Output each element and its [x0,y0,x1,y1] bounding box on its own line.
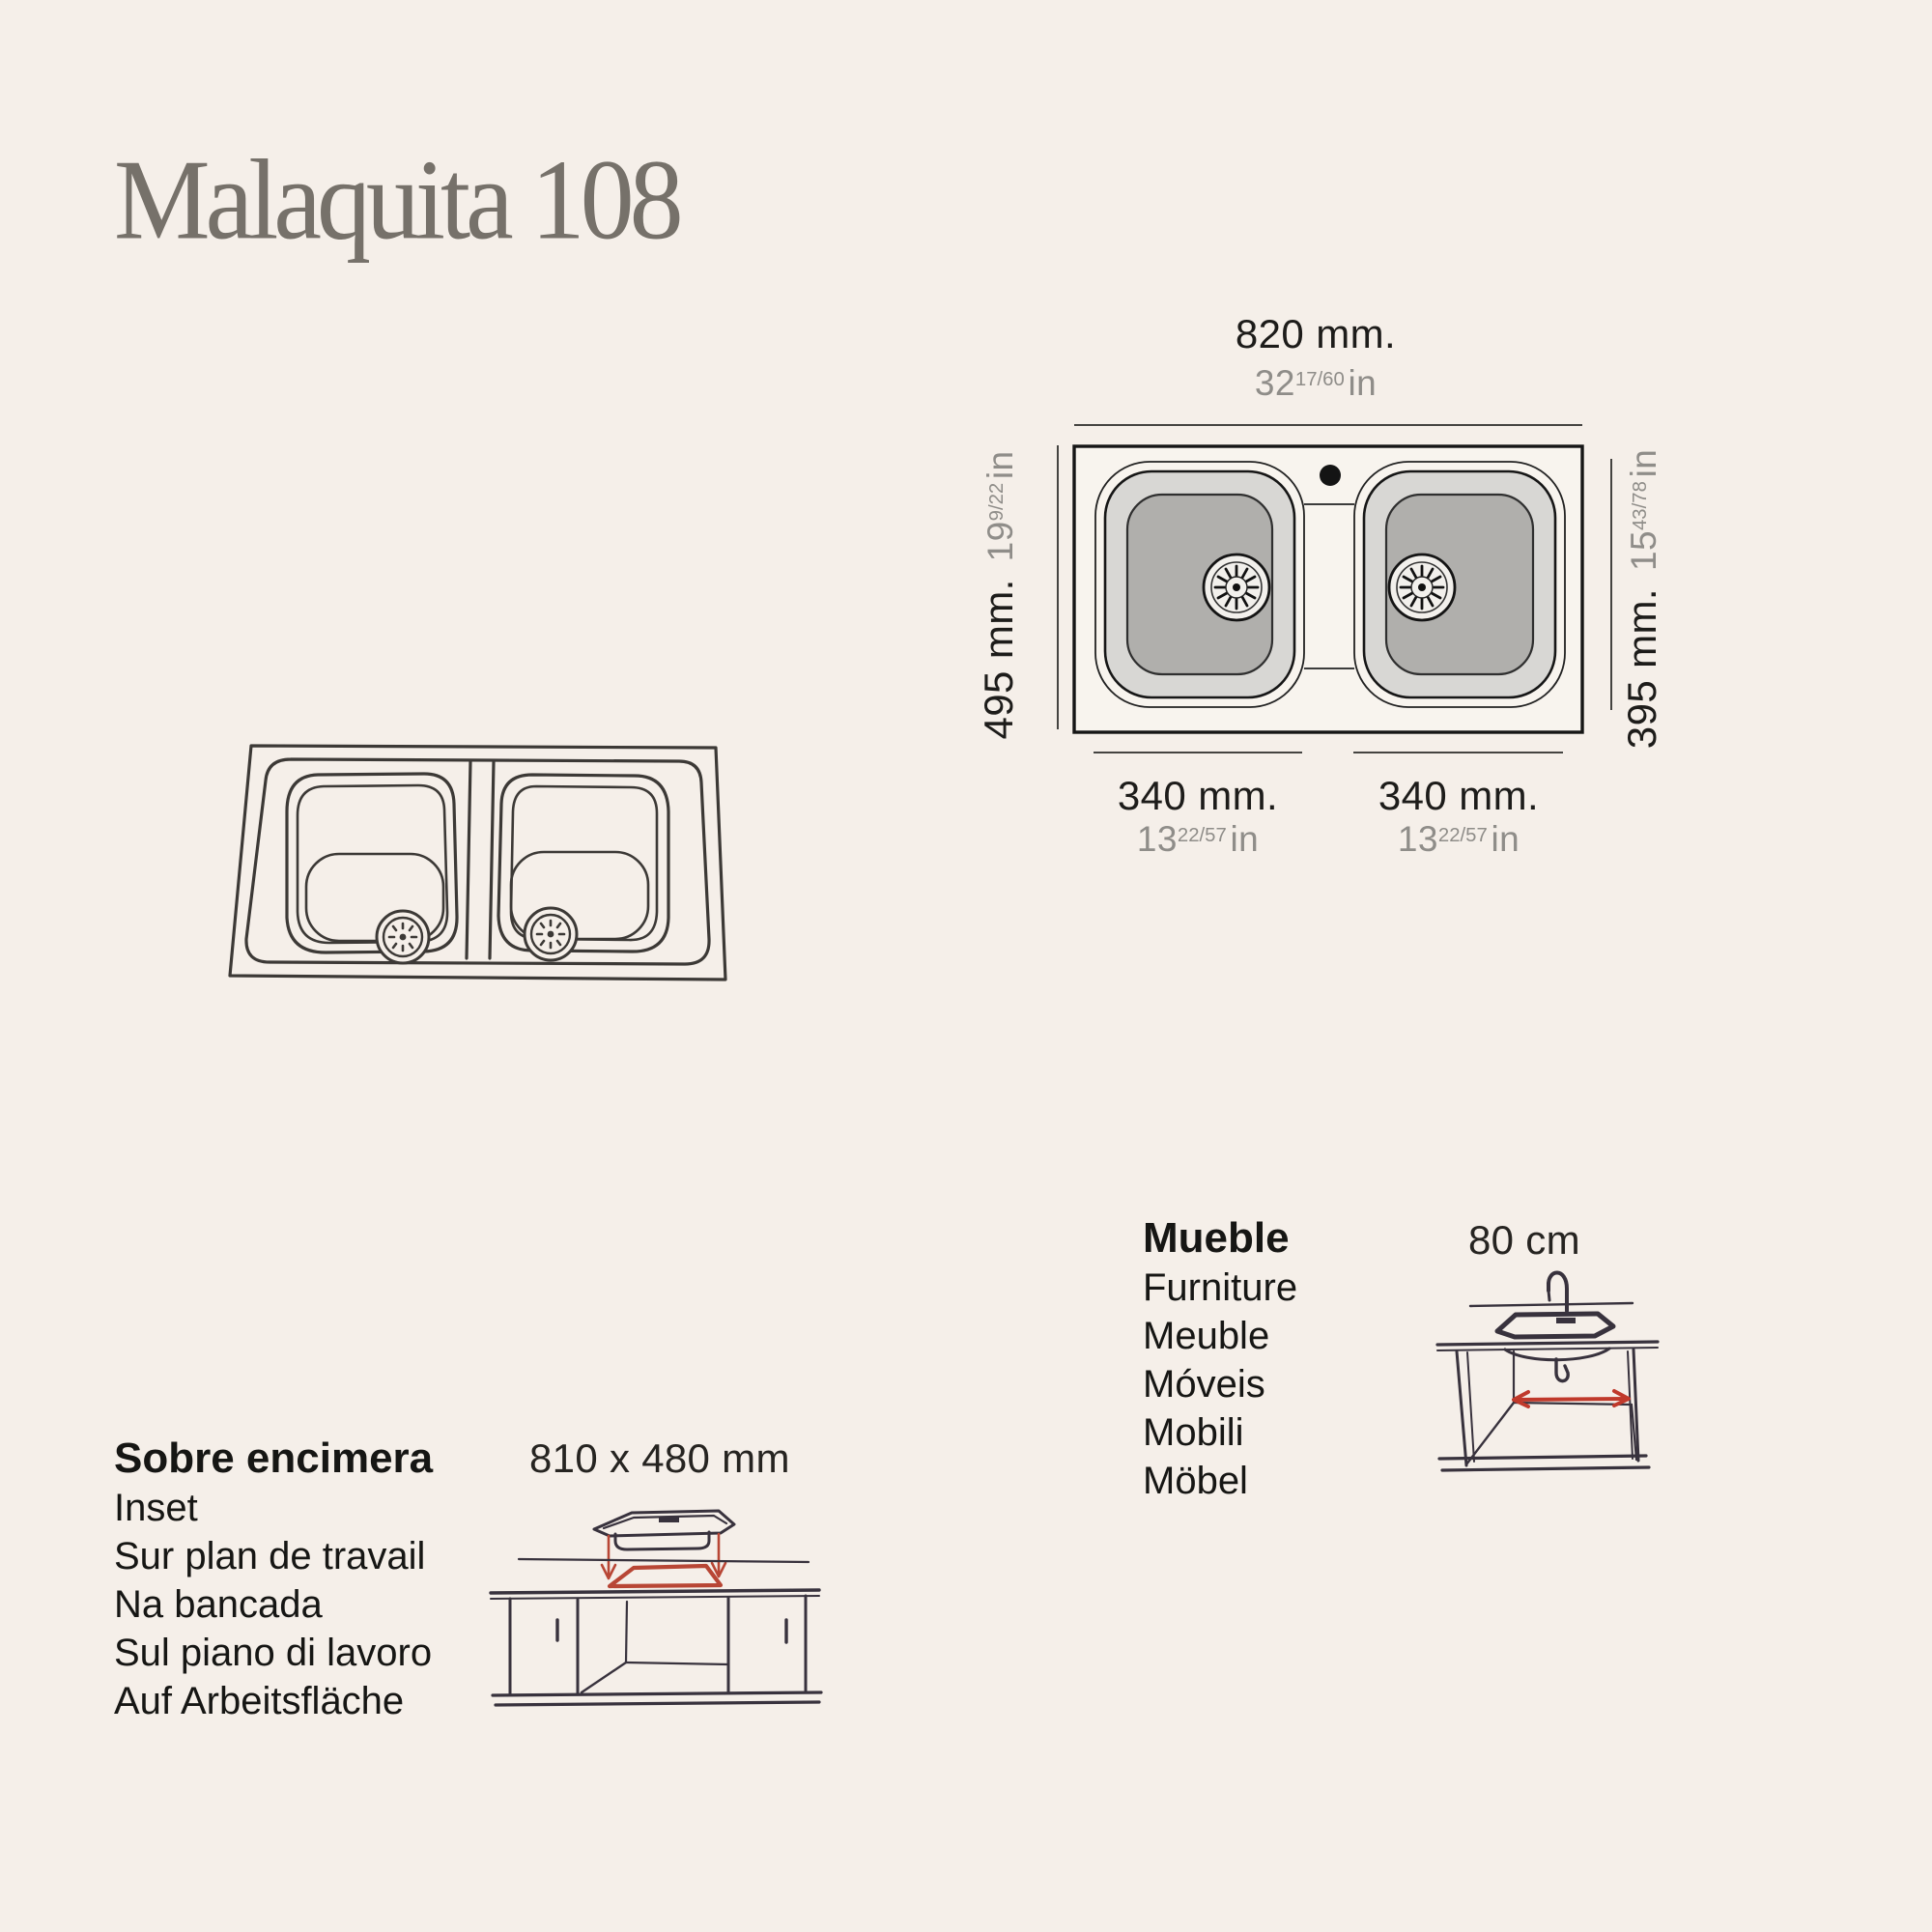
drain-icon [377,911,429,963]
cabinet [493,1596,821,1705]
inset-label-0: Sobre encimera [114,1435,434,1482]
inset-dimension: 810 x 480 mm [529,1435,790,1481]
sink-top-view-diagram [1072,444,1584,734]
furniture-label-5: Möbel [1143,1460,1248,1502]
drain-icon [1204,554,1269,620]
inset-label-3: Na bancada [114,1583,323,1626]
inset-label-4: Sul piano di lavoro [114,1632,433,1674]
sink-outer-edge [230,746,725,980]
page-title: Malaquita 108 [114,136,679,265]
cutout-outline [610,1566,721,1586]
furniture-labels [1143,1213,1297,1505]
inset-labels [114,1434,433,1725]
dim-line-top [1074,424,1582,426]
sink-above-counter [594,1511,734,1549]
inset-label-1: Inset [114,1487,198,1529]
dim-bowl-right-inches: $13^{22/57}in$ [1397,819,1520,859]
sink-rim [1497,1314,1613,1337]
dim-line-bowl-left [1094,752,1302,753]
drain-icon [525,908,577,960]
inset-label-5: Auf Arbeitsfläche [114,1680,405,1722]
furniture-label-2: Meuble [1143,1315,1270,1357]
sink-illustration [225,742,727,983]
furniture-label-0: Mueble [1143,1214,1290,1262]
faucet-hole-dot [1320,465,1341,486]
dim-bowl-right-mm: 340 mm. [1378,773,1540,818]
insertion-arrow [712,1534,725,1577]
dim-line-bowl-right [1353,752,1563,753]
dim-depth-left: 495 mm. $19^{9/22}in$ [976,450,1021,740]
dim-bowl-left-inches: $13^{22/57}in$ [1136,819,1260,859]
dim-line-right [1610,459,1612,710]
drain-icon [1389,554,1455,620]
furniture-dimension: 80 cm [1468,1217,1580,1263]
furniture-label-4: Mobili [1143,1411,1244,1454]
inset-installation-sketch [486,1504,824,1712]
dim-width-mm: 820 mm. [1235,311,1397,356]
dim-width-inches: $32^{17/60}in$ [1254,363,1378,403]
dim-line-left [1057,445,1059,729]
drain-trap [1556,1359,1568,1381]
furniture-label-1: Furniture [1143,1266,1298,1309]
furniture-label-3: Móveis [1143,1363,1265,1406]
insertion-arrow [602,1536,615,1578]
inset-label-2: Sur plan de travail [114,1535,426,1577]
furniture-cabinet-sketch [1435,1256,1666,1483]
dim-depth-right: 395 mm. $15^{43/78}in$ [1619,448,1664,750]
dim-bowl-left-mm: 340 mm. [1117,773,1279,818]
